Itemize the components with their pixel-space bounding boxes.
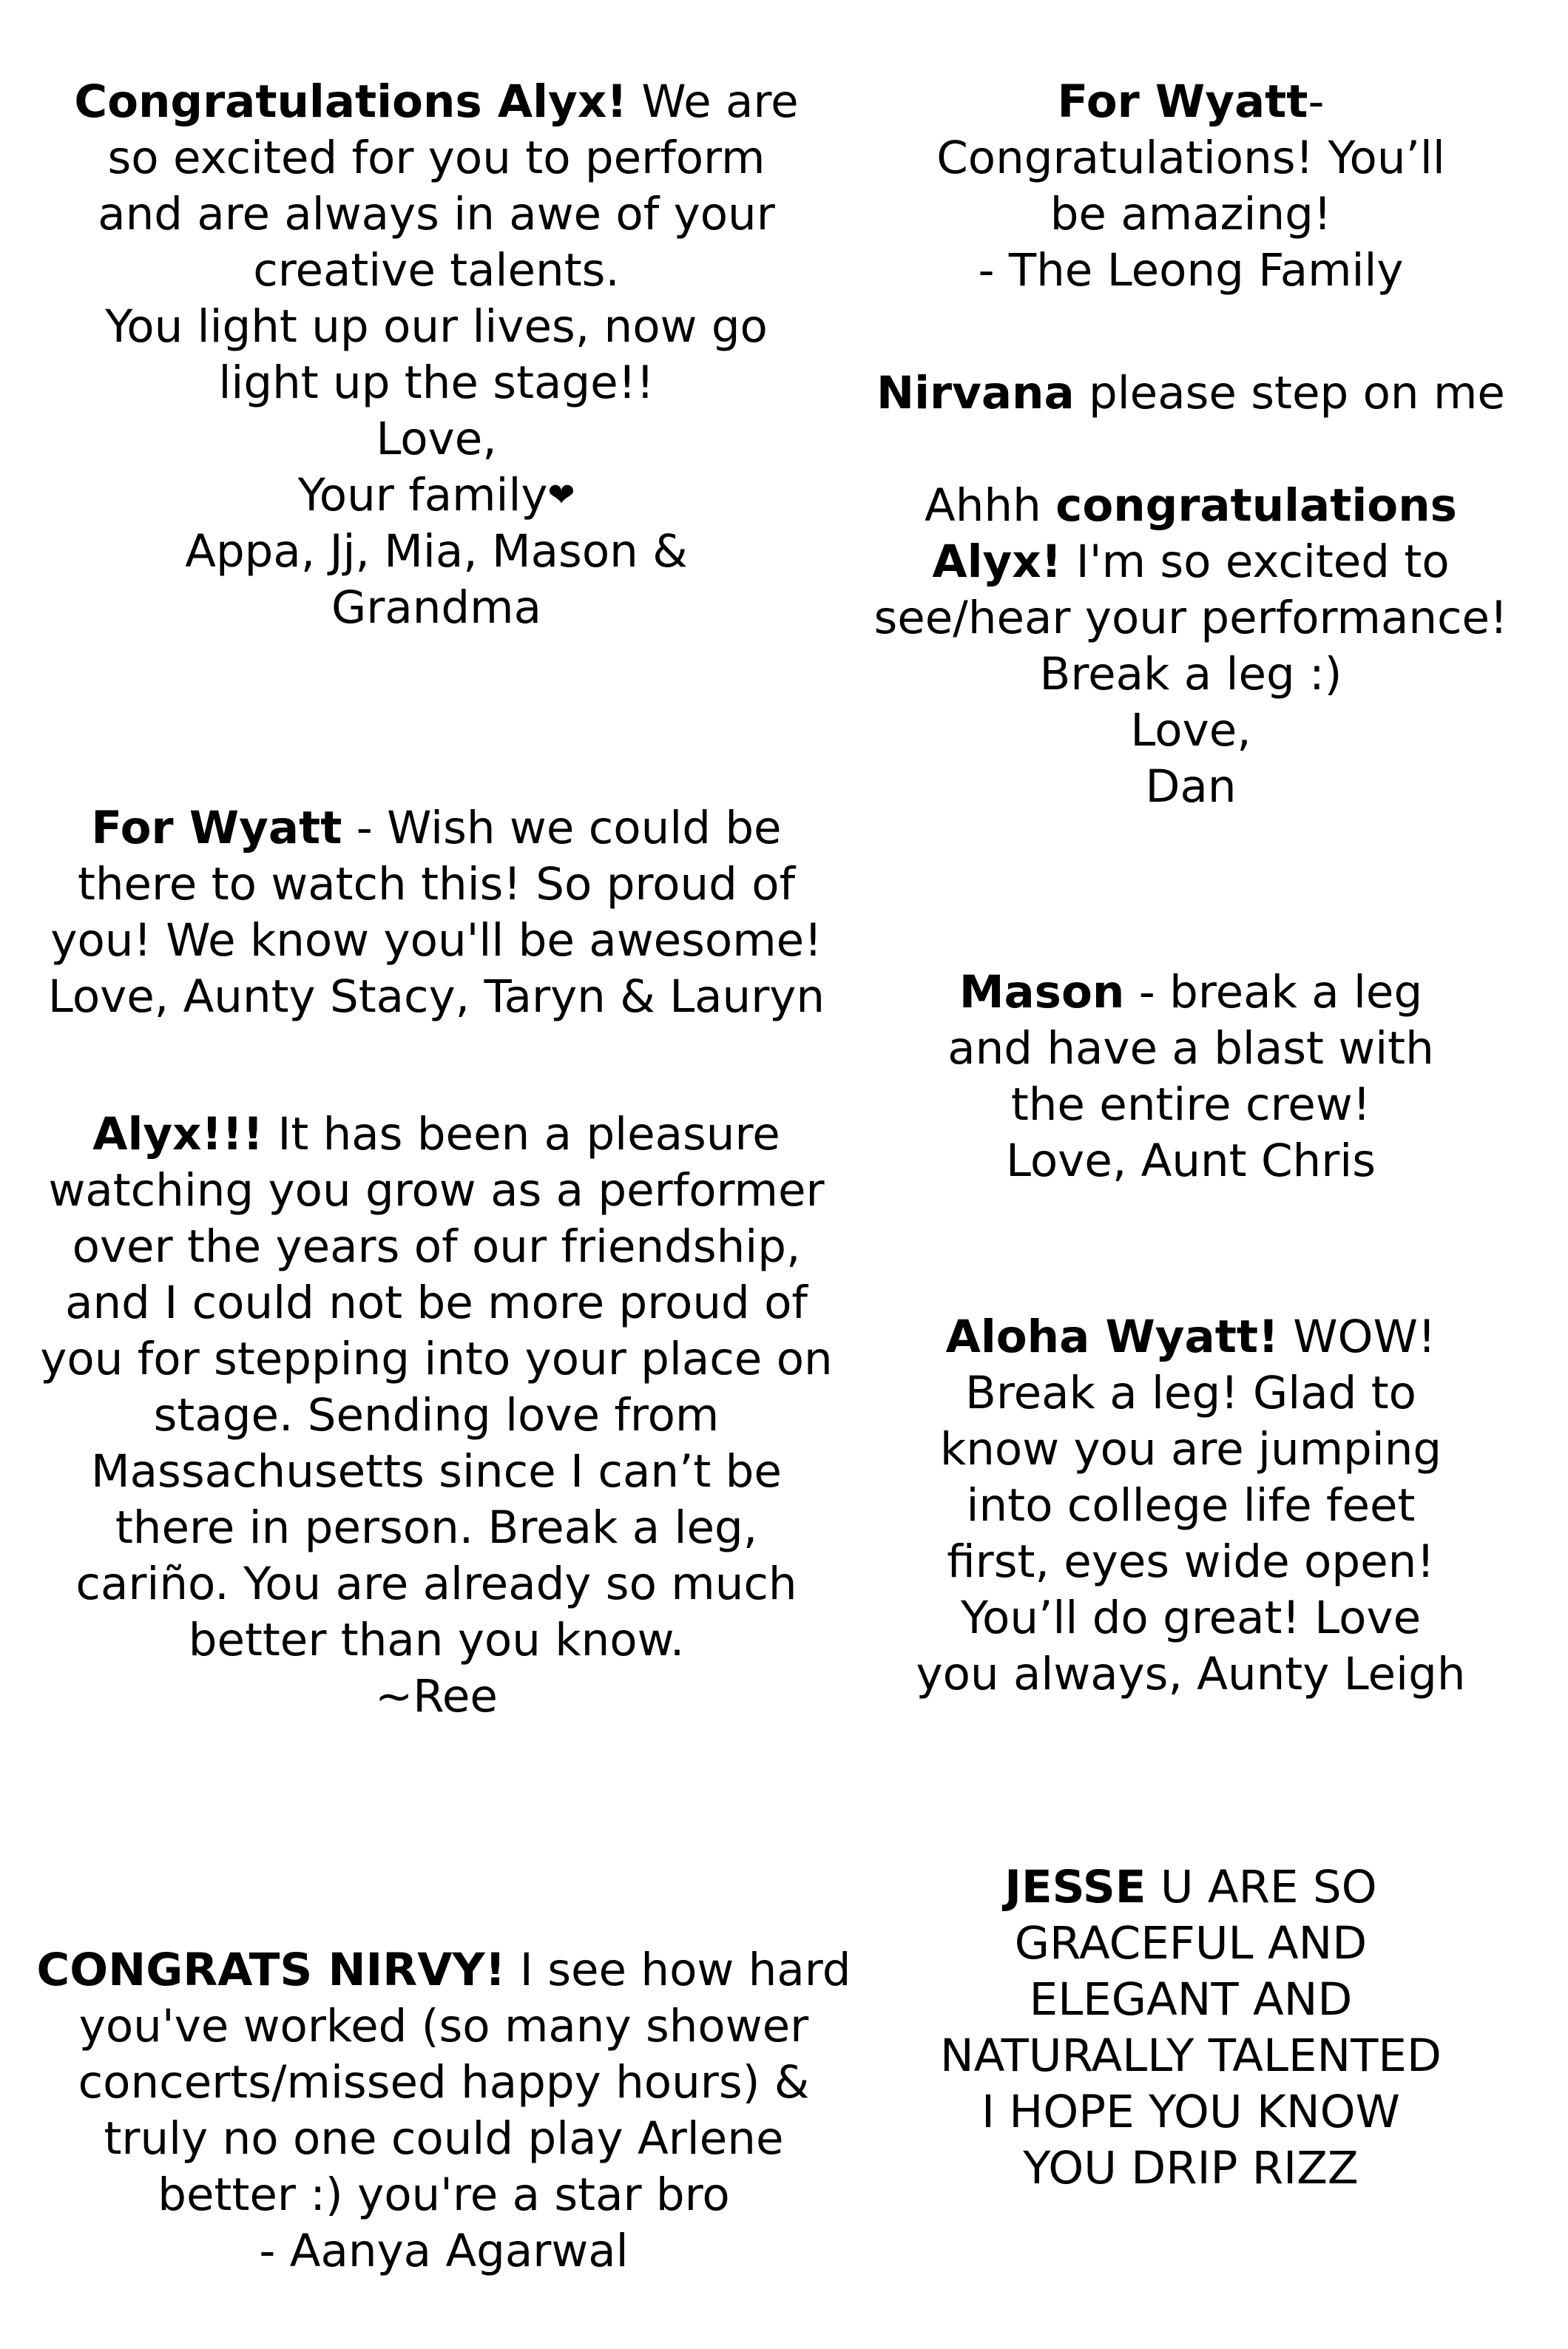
message-wyatt-leigh (851, 1309, 1531, 1703)
recipient-name: CONGRATS NIRVY! (36, 1944, 506, 1996)
message-line: YOU DRIP RIZZ (1023, 2142, 1359, 2194)
message-line: you've worked (so many shower (78, 2000, 809, 2052)
message-line: you! We know you'll be awesome! (50, 914, 822, 967)
message-line: and have a blast with (947, 1022, 1434, 1075)
message-line: better than you know. (188, 1614, 685, 1666)
recipient-name: Mason (959, 966, 1125, 1018)
message-line: NATURALLY TALENTED (940, 2029, 1442, 2082)
message-line: Massachusetts since I can’t be (91, 1445, 782, 1498)
message-line: cariño. You are already so much (75, 1558, 797, 1610)
message-nirvy-aanya (0, 1942, 888, 2279)
message-line: CONGRATS NIRVY! I see how hard (36, 1944, 851, 1996)
message-line: Love, (1130, 704, 1251, 757)
message-line: Love, Aunt Chris (1005, 1135, 1376, 1187)
message-line: into college life feet (966, 1479, 1416, 1532)
message-line: truly no one could play Arlene (104, 2112, 784, 2165)
message-line: and I could not be more proud of (65, 1277, 808, 1329)
message-wyatt-leong (851, 74, 1531, 299)
message-line: For Wyatt - Wish we could be (91, 802, 782, 854)
message-line: know you are jumping (939, 1423, 1442, 1476)
message-line: Break a leg! Glad to (965, 1367, 1416, 1419)
message-line: Aloha Wyatt! WOW! (945, 1311, 1436, 1363)
message-line: JESSE U ARE SO (1004, 1861, 1377, 1913)
recipient-name: For Wyatt (91, 802, 342, 854)
message-line: - Aanya Agarwal (259, 2225, 629, 2277)
message-line: over the years of our friendship, (72, 1220, 801, 1273)
message-line: Congratulations! You’ll (936, 132, 1445, 184)
message-line: see/hear your performance! (873, 592, 1508, 644)
message-line: - The Leong Family (978, 244, 1404, 297)
message-line: Appa, Jj, Mia, Mason & (185, 525, 688, 578)
message-line: GRACEFUL AND (1014, 1917, 1368, 1970)
message-line: there in person. Break a leg, (115, 1501, 758, 1554)
message-line: Love, (376, 413, 497, 465)
message-line: better :) you're a star bro (158, 2169, 730, 2221)
message-line: Nirvana please step on me (876, 367, 1505, 419)
recipient-name: Congratulations Alyx! (74, 75, 627, 128)
message-line: light up the stage!! (218, 356, 655, 409)
message-line: Your family❤ (297, 469, 575, 521)
recipient-name: Aloha Wyatt! (945, 1311, 1279, 1363)
message-line: you always, Aunty Leigh (916, 1648, 1466, 1700)
message-line: Break a leg :) (1039, 648, 1342, 700)
message-line: You light up our lives, now go (105, 300, 768, 353)
message-line: ~Ree (375, 1670, 498, 1723)
message-wyatt-stacy (15, 800, 858, 1025)
message-alyx-family (15, 74, 858, 636)
recipient-name: Alyx! (932, 535, 1062, 588)
recipient-name: Alyx!!! (92, 1108, 263, 1160)
message-alyx-ree (15, 1106, 858, 1725)
message-line: stage. Sending love from (153, 1389, 720, 1441)
message-line: Alyx!!! It has been a pleasure (92, 1108, 780, 1160)
heart-icon: ❤ (547, 476, 575, 514)
message-line: be amazing! (1050, 188, 1332, 240)
message-line: creative talents. (253, 244, 620, 297)
message-line: the entire crew! (1010, 1078, 1371, 1131)
message-mason-chris (851, 964, 1531, 1189)
message-line: watching you grow as a performer (48, 1164, 825, 1217)
message-line: I HOPE YOU KNOW (981, 2086, 1400, 2138)
recipient-name: Nirvana (876, 367, 1075, 419)
message-line: concerts/missed happy hours) & (78, 2056, 810, 2109)
message-line: first, eyes wide open! (947, 1535, 1435, 1588)
message-line: and are always in awe of your (98, 188, 775, 240)
message-line: Alyx! I'm so excited to (932, 535, 1450, 588)
message-line: ELEGANT AND (1029, 1973, 1353, 2026)
message-line: Grandma (331, 581, 541, 634)
message-line: You’ll do great! Love (960, 1592, 1422, 1644)
message-jesse (851, 1859, 1531, 2197)
message-line: there to watch this! So proud of (77, 858, 796, 910)
message-line: Ahhh congratulations (925, 479, 1457, 532)
message-nirvana (821, 365, 1561, 422)
message-line: Love, Aunty Stacy, Taryn & Lauryn (47, 970, 825, 1023)
message-line: so excited for you to perform (107, 132, 766, 184)
recipient-name: congratulations (1055, 479, 1457, 532)
recipient-name: JESSE (1004, 1861, 1146, 1913)
message-line: For Wyatt- (1057, 75, 1325, 128)
message-line: Mason - break a leg (959, 966, 1423, 1018)
message-line: you for stepping into your place on (40, 1333, 833, 1385)
message-alyx-dan (821, 478, 1561, 815)
message-line: Congratulations Alyx! We are (74, 75, 799, 128)
recipient-name: For Wyatt (1057, 75, 1308, 128)
message-line: Dan (1145, 760, 1237, 813)
